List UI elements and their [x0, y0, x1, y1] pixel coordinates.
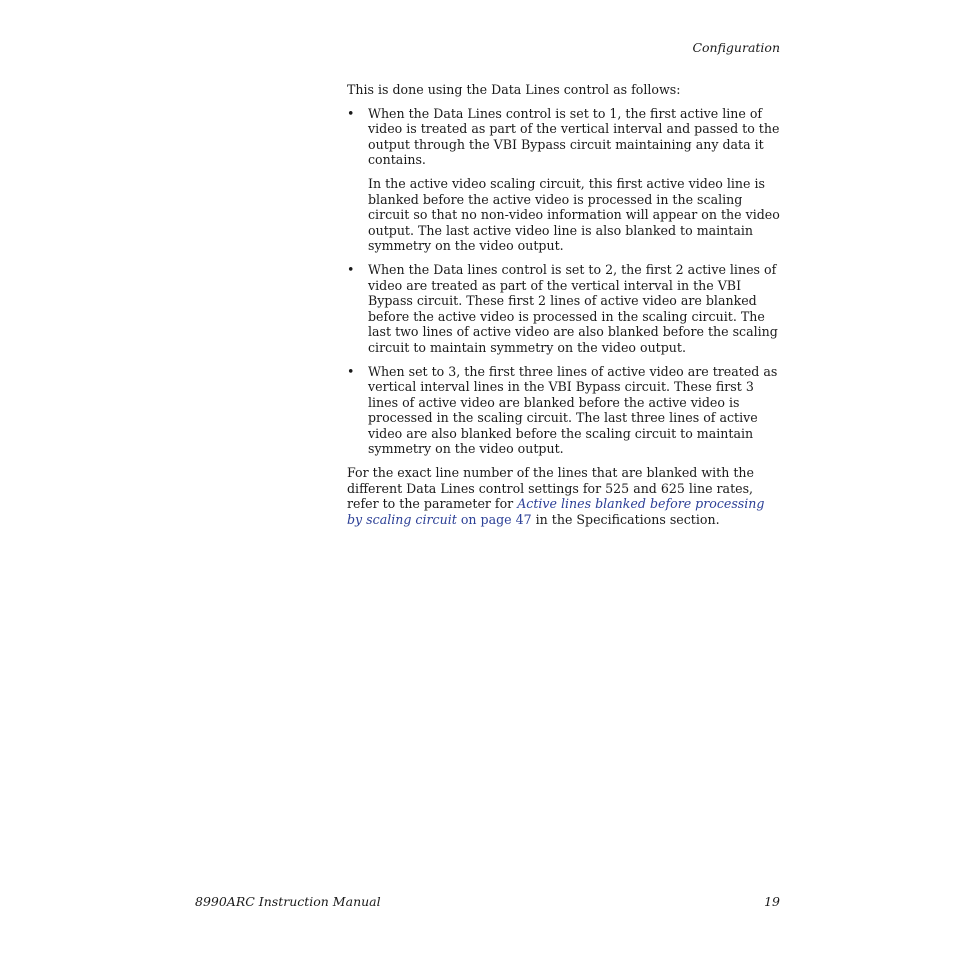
bullet-icon: • [347, 363, 355, 379]
list-item [347, 262, 781, 356]
intro-paragraph: This is done using the Data Lines control as follows: [347, 82, 681, 97]
footer-page-number: 19 [764, 894, 780, 909]
page-reference-link[interactable]: on page 47 [460, 511, 532, 527]
closing-paragraph [347, 465, 781, 527]
bullet-icon: • [347, 105, 355, 121]
footer-manual-title: 8990ARC Instruction Manual [195, 894, 381, 909]
list-item-paragraph: When set to 3, the first three lines of active video are treated as vertical interval lines in the VBI Bypass circuit. These first 3 lines of active video are blanked before the active video is processed in the scaling circuit. The last three lines of active video are also blanked before the scaling circuit to maintain symmetry on the video output. [368, 363, 778, 457]
list-item [347, 106, 781, 254]
running-header-section: Configuration [692, 40, 780, 55]
closing-text-before: For the exact line number of the lines that are blanked with the different Data Lines control settings for 525 and 625 line rates, refer to the parameter for [347, 465, 754, 512]
list-item-paragraph: When the Data Lines control is set to 1, the first active line of video is treated as part of the vertical interval and passed to the output through the VBI Bypass circuit maintaining any data it contains. [368, 105, 780, 168]
list-item [347, 364, 781, 458]
list-item-paragraph: When the Data lines control is set to 2, the first 2 active lines of video are treated as part of the vertical interval in the VBI Bypass circuit. These first 2 lines of active video are blanked before the active video is processed in the scaling circuit. The last two lines of active video are also blanked before the scaling circuit to maintain symmetry on the video output. [368, 261, 778, 355]
bullet-list [347, 106, 781, 457]
closing-text-after: in the Specifications section. [531, 511, 720, 527]
parameter-link[interactable]: Active lines blanked before processing by scaling circuit [347, 496, 765, 527]
list-item-paragraph: In the active video scaling circuit, this first active video line is blanked before the active video is processed in the scaling circuit so that no non-video information will appear on the video output. The last active video line is also blanked to maintain symmetry on the video output. [368, 175, 780, 254]
body-content [347, 82, 781, 535]
bullet-icon: • [347, 261, 355, 277]
